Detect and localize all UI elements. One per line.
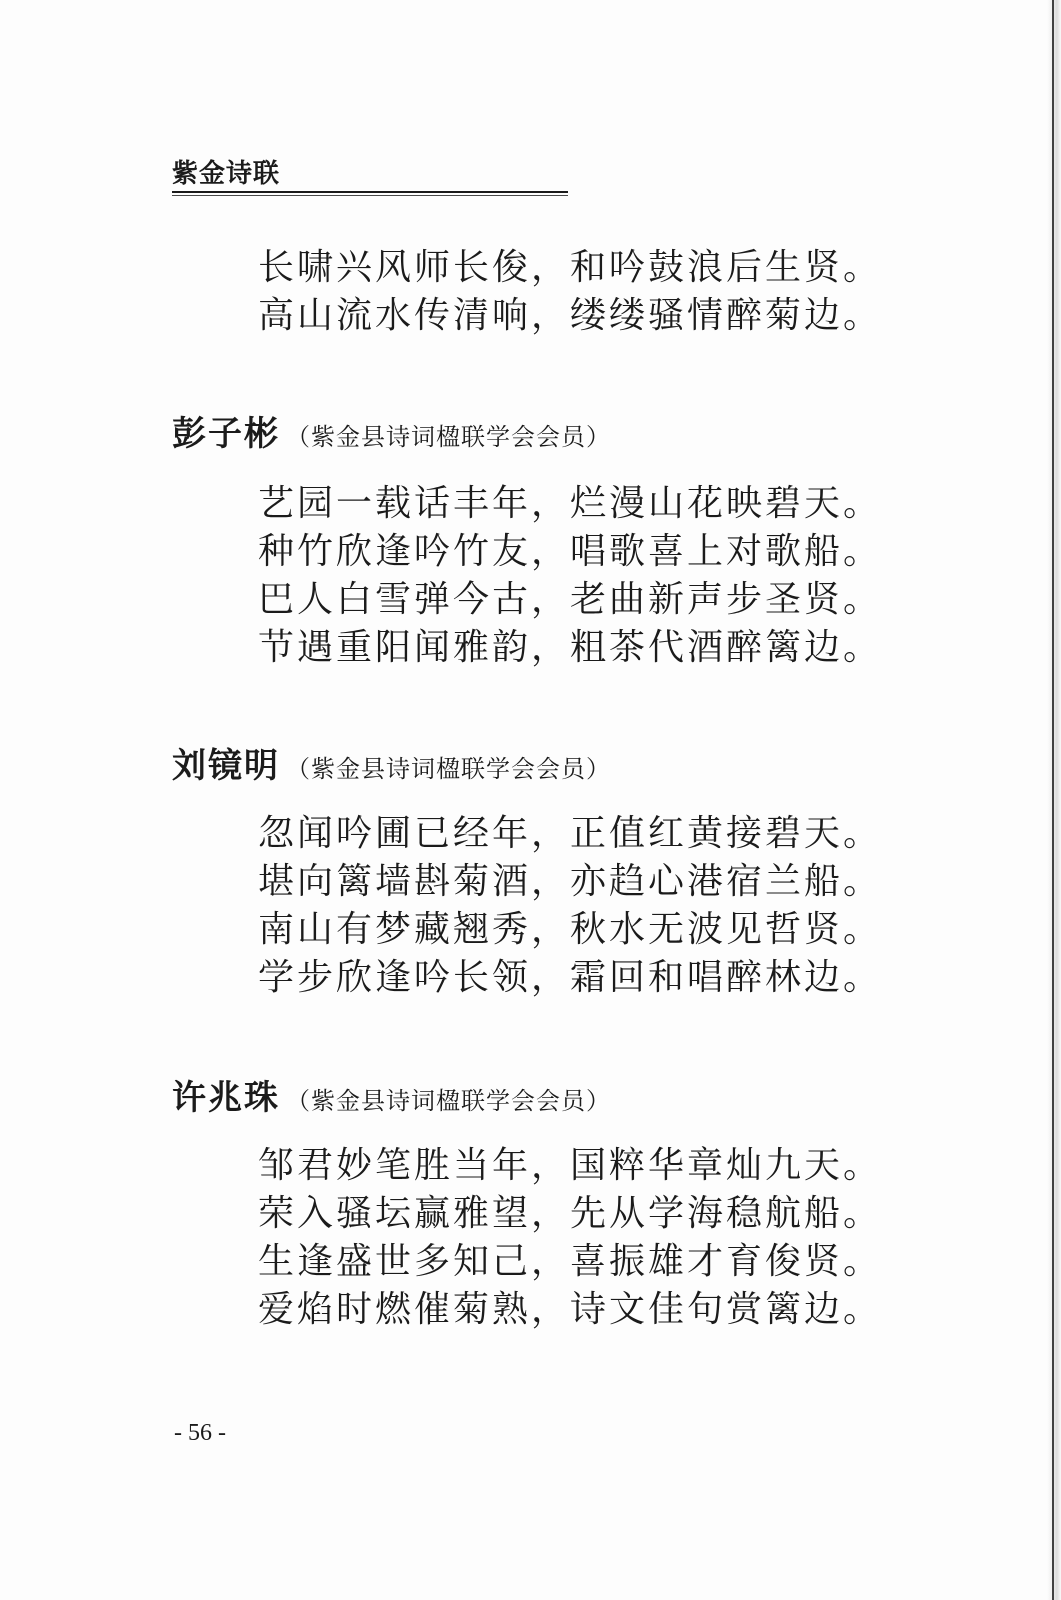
author-name: 许兆珠 — [172, 1078, 280, 1118]
poem-verse — [258, 244, 882, 340]
verse-line: 巴人白雪弹今古，老曲新声步圣贤。 — [258, 579, 883, 620]
page-edge-line — [1052, 0, 1054, 1600]
verse-line: 邹君妙笔胜当年，国粹华章灿九天。 — [258, 1145, 883, 1186]
verse-line: 忽闻吟圃已经年，正值红黄接碧天。 — [258, 813, 883, 854]
author-name: 刘镜明 — [172, 746, 280, 786]
verse-line: 爱焰时燃催菊熟，诗文佳句赏篱边。 — [258, 1289, 883, 1330]
verse-line: 高山流水传清响，缕缕骚情醉菊边。 — [258, 295, 883, 336]
verse-line: 艺园一载话丰年，烂漫山花映碧天。 — [258, 483, 883, 524]
verse-line: 南山有梦藏翘秀，秋水无波见哲贤。 — [258, 909, 883, 950]
running-header — [172, 158, 568, 196]
header-rule — [172, 191, 568, 193]
author-heading — [172, 412, 611, 462]
verse-line: 长啸兴风师长俊，和吟鼓浪后生贤。 — [258, 247, 883, 288]
author-note: （紫金县诗词楹联学会会员） — [286, 755, 611, 783]
verse-line: 节遇重阳闻雅韵，粗茶代酒醉篱边。 — [258, 627, 883, 668]
verse-line: 学步欣逢吟长领，霜回和唱醉林边。 — [258, 957, 883, 998]
poem-verse — [258, 1142, 882, 1334]
verse-line: 种竹欣逢吟竹友，唱歌喜上对歌船。 — [258, 531, 883, 572]
verse-line: 生逢盛世多知己，喜振雄才育俊贤。 — [258, 1241, 883, 1282]
author-note: （紫金县诗词楹联学会会员） — [286, 1087, 611, 1115]
page-number: - 56 - — [174, 1420, 226, 1446]
poem-verse — [258, 810, 882, 1002]
verse-line: 堪向篱墙斟菊酒，亦趋心港宿兰船。 — [258, 861, 883, 902]
author-heading — [172, 1076, 611, 1126]
page-edge — [1047, 0, 1061, 1600]
header-title: 紫金诗联 — [172, 159, 281, 189]
verse-line: 荣入骚坛赢雅望，先从学海稳航船。 — [258, 1193, 883, 1234]
header-rule-thin — [172, 195, 568, 196]
author-name: 彭子彬 — [172, 414, 280, 454]
author-note: （紫金县诗词楹联学会会员） — [286, 423, 611, 451]
author-heading — [172, 744, 611, 794]
poem-verse — [258, 480, 882, 672]
